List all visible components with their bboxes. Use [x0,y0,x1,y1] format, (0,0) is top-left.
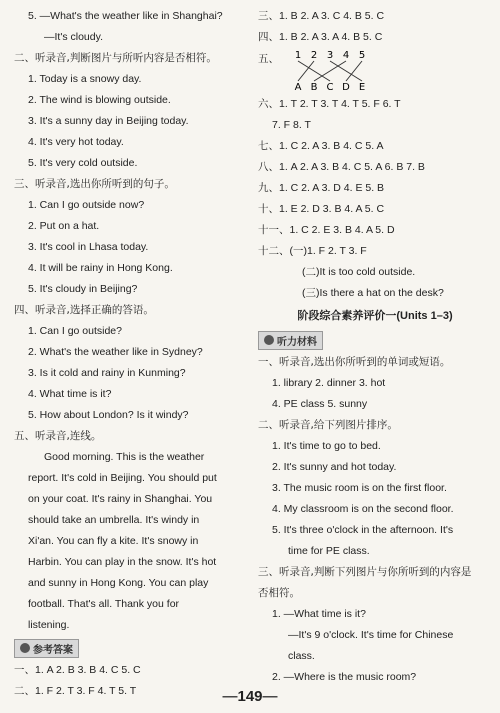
list-item: 2. It's sunny and hot today. [272,461,397,473]
right-top-lines [258,6,492,48]
right-mid-lines [258,94,492,304]
list-item: 2. Put on a hat. [28,220,100,232]
list-item: 1. Today is a snowy day. [28,73,142,85]
match-letter: D [342,82,350,93]
matching-diagram [258,48,492,94]
answer-line: 二、1. F 2. T 3. F 4. T 5. T [14,685,137,697]
weather-report-passage [14,447,248,636]
answer-line: 四、1. B 2. A 3. A 4. B 5. C [258,31,383,43]
right-bottom-lines [258,352,492,688]
list-item: 5. How about London? Is it windy? [28,409,189,421]
list-item: 3. It's a sunny day in Beijing today. [28,115,189,127]
passage-line: Xi'an. You can fly a kite. It's snowy in [28,535,199,547]
passage-line: football. That's all. Thank you for [28,598,180,610]
match-number: 5 [358,50,366,61]
page-number-value: 149 [237,688,263,705]
match-number: 3 [326,50,334,61]
list-item: 4. PE class 5. sunny [272,398,368,410]
list-item: class. [288,650,315,662]
material-banner-label: 听力材料 [277,336,317,348]
unit-title: 阶段综合素养评价一(Units 1–3) [297,310,453,322]
headphones-icon [264,335,274,345]
list-item: 1. Can I go outside now? [28,199,145,211]
list-item: 4. My classroom is on the second floor. [272,503,454,515]
list-item: 2. What's the weather like in Sydney? [28,346,203,358]
match-letters [295,82,366,93]
list-item: time for PE class. [288,545,370,557]
answer-line: 六、1. T 2. T 3. T 4. T 5. F 6. T [258,98,401,110]
list-item: 3. Is it cold and rainy in Kunming? [28,367,186,379]
passage-line: and sunny in Hong Kong. You can play [28,577,209,589]
match-letter: A [294,82,302,93]
answer-line: (二)It is too cold outside. [302,266,416,278]
passage-line: Harbin. You can play in the snow. It's hot [28,556,217,568]
list-item: 5. It's cloudy in Beijing? [28,283,138,295]
passage-line: Good morning. This is the weather [44,451,205,463]
list-item: 5. It's very cold outside. [28,157,138,169]
match-letter: C [326,82,334,93]
passage-line: report. It's cold in Beijing. You should put [28,472,217,484]
match-connector [346,61,362,81]
list-item: 1. library 2. dinner 3. hot [272,377,386,389]
book-icon [20,643,30,653]
answer-banner [14,639,248,657]
list-item: 4. What time is it? [28,388,112,400]
answer-line: 十、1. E 2. D 3. B 4. A 5. C [258,203,385,215]
section-heading: 四、听录音,选择正确的答语。 [14,304,154,316]
section-heading: 五、听录音,连线。 [14,430,102,442]
passage-line: should take an umbrella. It's windy in [28,514,200,526]
list-item: 1. —What time is it? [272,608,366,620]
answer-line: 八、1. A 2. A 3. B 4. C 5. A 6. B 7. B [258,161,425,173]
list-item: 5. —What's the weather like in Shanghai? [28,10,223,22]
match-label: 五、 [258,53,279,65]
section-heading: 一、听录音,选出你所听到的单词或短语。 [258,356,451,368]
answer-banner-label: 参考答案 [33,644,73,656]
match-number: 2 [310,50,318,61]
list-item: 3. The music room is on the first floor. [272,482,447,494]
answer-banner-box [14,639,79,658]
section-heading: 三、听录音,判断下列图片与你所听到的内容是 [258,566,472,578]
list-item: 2. The wind is blowing outside. [28,94,171,106]
section-heading: 三、听录音,选出你所听到的句子。 [14,178,175,190]
section-heading: 二、听录音,判断图片与所听内容是否相符。 [14,52,217,64]
match-connector [298,61,314,81]
matching-lines-svg [258,48,492,94]
match-numbers [295,50,365,61]
list-item: 5. It's three o'clock in the afternoon. It's [272,524,454,536]
answer-line: (三)Is there a hat on the desk? [302,287,444,299]
answer-line: 三、1. B 2. A 3. C 4. B 5. C [258,10,385,22]
match-number: 1 [294,50,302,61]
list-item: 2. —Where is the music room? [272,671,417,683]
match-connector [330,61,362,81]
passage-line: on your coat. It's rainy in Shanghai. You [28,493,213,505]
passage-line: listening. [28,619,70,631]
match-connector [298,61,330,81]
answer-line: 一、1. A 2. B 3. B 4. C 5. C [14,664,141,676]
answer-line: 十二、(一)1. F 2. T 3. F [258,245,367,257]
list-item: 3. It's cool in Lhasa today. [28,241,149,253]
section-heading: 二、听录音,给下列图片排序。 [258,419,398,431]
left-column [14,6,248,702]
match-connector-lines [298,61,362,81]
material-banner [258,331,492,349]
list-item: —It's cloudy. [44,31,103,43]
left-top-lines [14,6,248,447]
answer-line: 7. F 8. T [272,119,311,131]
right-column [258,6,492,688]
section-heading: 否相符。 [258,587,300,599]
page-number: —149— [222,688,278,705]
answer-line: 十一、1. C 2. E 3. B 4. A 5. D [258,224,395,236]
match-connector [314,61,346,81]
match-letter: B [310,82,318,93]
match-number: 4 [342,50,350,61]
list-item: 4. It's very hot today. [28,136,124,148]
list-item: 1. It's time to go to bed. [272,440,381,452]
list-item: —It's 9 o'clock. It's time for Chinese [288,629,454,641]
list-item: 1. Can I go outside? [28,325,122,337]
list-item: 4. It will be rainy in Hong Kong. [28,262,173,274]
match-letter: E [358,82,366,93]
answer-line: 九、1. C 2. A 3. D 4. E 5. B [258,182,385,194]
material-banner-box [258,331,323,350]
answer-line: 七、1. C 2. A 3. B 4. C 5. A [258,140,384,152]
